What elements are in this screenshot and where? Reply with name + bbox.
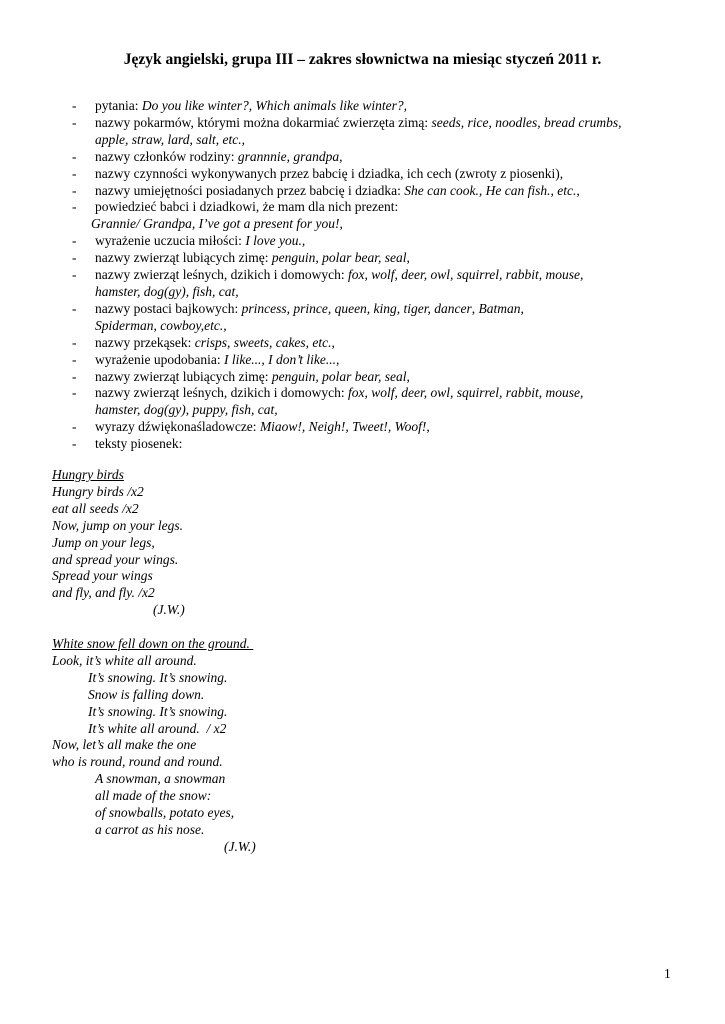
- item-examples: Grannie/ Grandpa, I’ve got a present for you!: [91, 216, 340, 232]
- item-examples: I love you.,: [245, 233, 306, 249]
- item-label: nazwy umiejętności posiadanych przez babcię i dziadka:: [95, 182, 405, 198]
- list-item: [0, 98, 725, 115]
- song-hungry-birds: [52, 467, 185, 619]
- list-item: [0, 166, 725, 183]
- list-dash: -: [72, 334, 77, 350]
- item-label: powiedzieć babci i dziadkowi, że mam dla nich prezent:: [95, 199, 399, 215]
- list-dash: -: [72, 165, 77, 181]
- list-dash: -: [72, 182, 77, 198]
- item-examples: grannnie, grandpa,: [237, 148, 343, 164]
- list-item: [0, 301, 725, 335]
- song-line: A snowman, a snowman: [95, 771, 226, 787]
- song-title: Hungry birds: [52, 467, 124, 482]
- list-dash: -: [72, 351, 77, 367]
- item-examples: fox, wolf, deer, owl, squirrel, rabbit, mouse,: [348, 385, 584, 401]
- item-label: nazwy zwierząt leśnych, dzikich i domowych:: [95, 385, 349, 401]
- item-label: nazwy pokarmów, którymi można dokarmiać zwierzęta zimą:: [95, 114, 432, 130]
- song-line: all made of the snow:: [95, 788, 212, 804]
- song-line: of snowballs, potato eyes,: [95, 805, 235, 821]
- vocabulary-list: [0, 98, 725, 453]
- item-examples: penguin, polar bear, seal: [271, 368, 407, 384]
- item-examples: penguin, polar bear, seal: [271, 250, 407, 266]
- song-line: Spread your wings: [52, 568, 153, 584]
- item-label: nazwy zwierząt lubiących zimę:: [95, 250, 272, 266]
- list-dash: -: [72, 368, 77, 384]
- song-line: who is round, round and round.: [52, 754, 223, 770]
- item-label: nazwy zwierząt leśnych, dzikich i domowych:: [95, 267, 349, 283]
- list-item: [0, 369, 725, 386]
- item-examples: I like..., I don’t like...,: [223, 351, 340, 367]
- item-examples: She can cook., He can fish., etc.: [404, 182, 577, 198]
- item-examples: Do you like winter?, Which animals like winter?,: [141, 98, 407, 113]
- list-dash: -: [72, 114, 77, 130]
- song-line: It’s snowing. It’s snowing.: [88, 669, 228, 685]
- item-tail: ,: [406, 250, 410, 266]
- song-line: Snow is falling down.: [88, 686, 205, 702]
- item-label: nazwy przekąsek:: [95, 334, 195, 350]
- song-line: Jump on your legs,: [52, 534, 155, 550]
- song-line: eat all seeds /x2: [52, 500, 139, 516]
- list-item: [0, 250, 725, 267]
- item-label: nazwy postaci bajkowych:: [95, 300, 242, 316]
- song-author: (J.W.): [153, 602, 185, 618]
- list-dash: -: [72, 436, 77, 452]
- song-line: Hungry birds /x2: [52, 483, 144, 499]
- list-dash: -: [72, 267, 77, 283]
- list-item: [0, 335, 725, 352]
- list-dash: -: [72, 300, 77, 316]
- item-examples: crisps, sweets, cakes, etc.,: [194, 334, 335, 350]
- list-item: [0, 436, 725, 453]
- page-title: Język angielski, grupa III – zakres słownictwa na miesiąc styczeń 2011 r.: [123, 51, 602, 68]
- item-tail: ,: [339, 216, 343, 232]
- item-label: wyrażenie upodobania:: [95, 351, 224, 367]
- list-item: [0, 149, 725, 166]
- item-examples-continued: Spiderman, cowboy,etc.,: [95, 317, 227, 333]
- song-line: a carrot as his nose.: [95, 821, 205, 837]
- item-label: nazwy zwierząt lubiących zimę:: [95, 368, 272, 384]
- page-number: 1: [664, 966, 671, 981]
- item-examples-continued: apple, straw, lard, salt, etc.,: [95, 131, 245, 147]
- item-examples: fox, wolf, deer, owl, squirrel, rabbit, mouse,: [348, 267, 584, 283]
- item-examples-continued: hamster, dog(gy), fish, cat,: [95, 283, 239, 299]
- item-examples-continued: [91, 216, 685, 233]
- list-item: [0, 267, 725, 301]
- list-dash: -: [72, 419, 77, 435]
- item-label: wyrazy dźwiękonaśladowcze:: [95, 419, 260, 435]
- list-dash: -: [72, 233, 77, 249]
- list-dash: -: [72, 250, 77, 266]
- list-item: [0, 385, 725, 419]
- item-label: nazwy czynności wykonywanych przez babcię i dziadka, ich cech (zwroty z piosenki),: [95, 165, 564, 181]
- song-line: It’s snowing. It’s snowing.: [88, 703, 228, 719]
- item-label: teksty piosenek:: [95, 436, 183, 452]
- list-dash: -: [72, 148, 77, 164]
- item-label: pytania:: [95, 98, 142, 113]
- song-title: White snow fell down on the ground.: [52, 636, 254, 651]
- list-dash: -: [72, 385, 77, 401]
- song-white-snow: [52, 636, 256, 856]
- list-item: [0, 352, 725, 369]
- song-author: (J.W.): [224, 838, 256, 854]
- item-tail: ,: [471, 300, 479, 316]
- list-item: [0, 419, 725, 436]
- item-tail: ,: [576, 182, 580, 198]
- item-label: nazwy członków rodziny:: [95, 148, 238, 164]
- list-item: [0, 233, 725, 250]
- item-tail: ,: [426, 419, 430, 435]
- item-examples: princess, prince, queen, king, tiger, dancer: [241, 300, 472, 316]
- list-item: [0, 199, 725, 233]
- list-dash: -: [72, 98, 77, 113]
- item-examples-continued: hamster, dog(gy), puppy, fish, cat,: [95, 402, 278, 418]
- item-label: wyrażenie uczucia miłości:: [95, 233, 246, 249]
- song-line: and spread your wings.: [52, 551, 179, 567]
- song-line: and fly, and fly. /x2: [52, 585, 155, 601]
- item-examples: seeds, rice, noodles, bread crumbs,: [431, 114, 622, 130]
- list-item: [0, 115, 725, 149]
- song-line: It’s white all around. / x2: [88, 720, 227, 736]
- item-examples: Batman,: [478, 300, 524, 316]
- list-dash: -: [72, 199, 77, 215]
- item-tail: ,: [406, 368, 410, 384]
- song-line: Look, it’s white all around.: [52, 652, 197, 668]
- song-line: Now, let’s all make the one: [52, 737, 197, 753]
- item-examples: Miaow!, Neigh!, Tweet!, Woof!: [259, 419, 427, 435]
- song-line: Now, jump on your legs.: [52, 517, 183, 533]
- list-item: [0, 183, 725, 200]
